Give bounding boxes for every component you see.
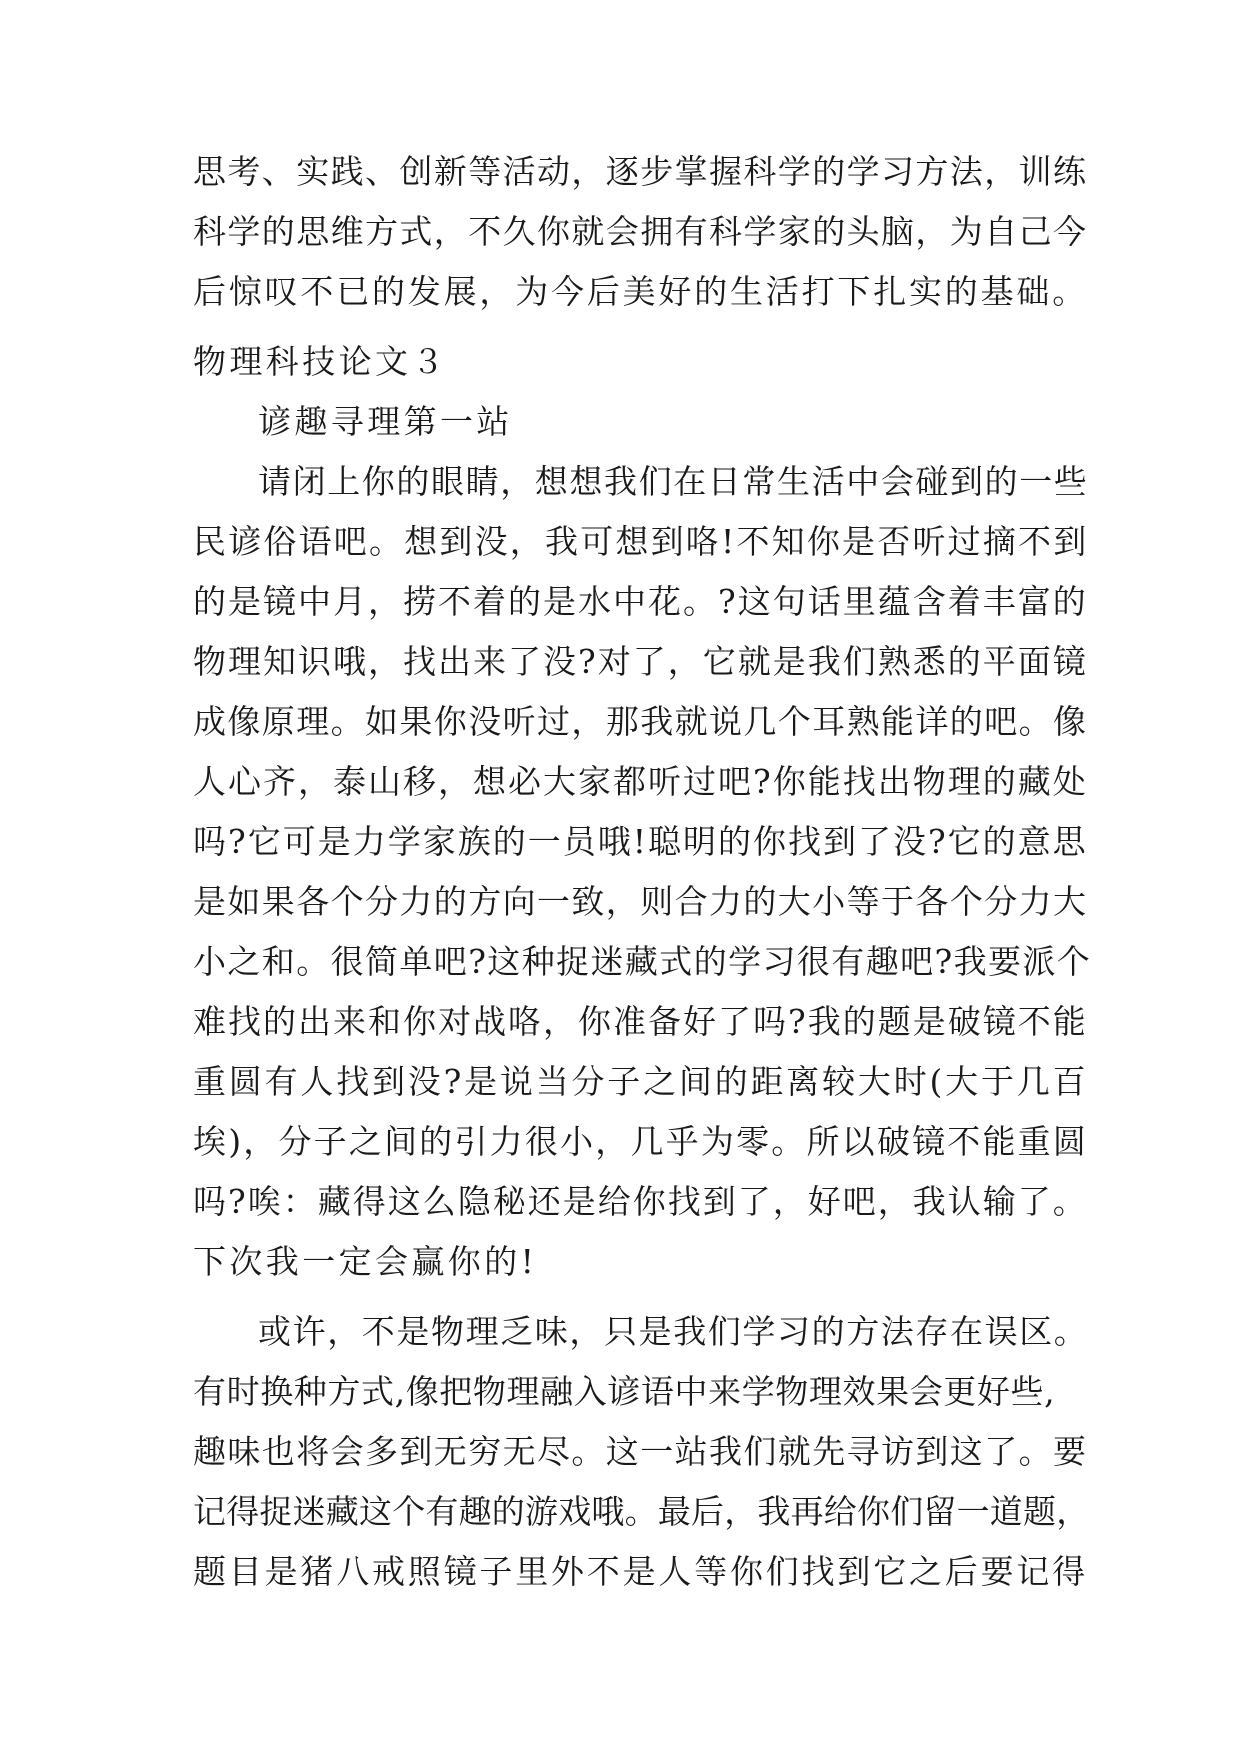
paragraph-line: 或许，不是物理乏味，只是我们学习的方法存在误区。 xyxy=(258,1312,1089,1351)
paragraph-line: 请闭上你的眼睛，想想我们在日常生活中会碰到的一些 xyxy=(258,462,1089,501)
paragraph-line: 记得捉迷藏这个有趣的游戏哦。最后，我再给你们留一道题， xyxy=(193,1492,1090,1531)
paragraph-line: 埃)，分子之间的引力很小，几乎为零。所以破镜不能重圆 xyxy=(193,1122,1089,1161)
paragraph-line: 是如果各个分力的方向一致，则合力的大小等于各个分力大 xyxy=(193,882,1088,921)
paragraph-line: 有时换种方式,像把物理融入谚语中来学物理效果会更好些, xyxy=(193,1372,1056,1411)
paragraph-line: 人心齐，泰山移，想必大家都听过吧?你能找出物理的藏处 xyxy=(193,762,1088,801)
subheading: 谚趣寻理第一站 xyxy=(258,402,513,441)
paragraph-line: 思考、实践、创新等活动，逐步掌握科学的学习方法，训练 xyxy=(193,152,1088,191)
paragraph-line: 的是镜中月，捞不着的是水中花。?这句话里蕴含着丰富的 xyxy=(193,582,1088,621)
paragraph-line: 吗?唉：藏得这么隐秘还是给你找到了，好吧，我认输了。 xyxy=(193,1182,1088,1221)
paragraph-line: 成像原理。如果你没听过，那我就说几个耳熟能详的吧。像 xyxy=(193,702,1088,741)
paragraph-line: 吗?它可是力学家族的一员哦!聪明的你找到了没?它的意思 xyxy=(193,822,1088,861)
paragraph-line: 趣味也将会多到无穷无尽。这一站我们就先寻访到这了。要 xyxy=(193,1432,1088,1471)
section-heading: 物理科技论文３ xyxy=(193,342,448,381)
paragraph-line: 题目是猪八戒照镜子里外不是人等你们找到它之后要记得 xyxy=(193,1552,1088,1591)
paragraph-line: 民谚俗语吧。想到没，我可想到咯!不知你是否听过摘不到 xyxy=(193,522,1089,561)
paragraph-line: 难找的出来和你对战咯，你准备好了吗?我的题是破镜不能 xyxy=(193,1002,1088,1041)
paragraph-line: 科学的思维方式，不久你就会拥有科学家的头脑，为自己今 xyxy=(193,212,1088,251)
paragraph-line: 后惊叹不已的发展，为今后美好的生活打下扎实的基础。 xyxy=(193,272,1088,311)
paragraph-line: 重圆有人找到没?是说当分子之间的距离较大时(大于几百 xyxy=(193,1062,1089,1101)
paragraph-line: 下次我一定会赢你的! xyxy=(193,1242,538,1281)
paragraph-line: 小之和。很简单吧?这种捉迷藏式的学习很有趣吧?我要派个 xyxy=(193,942,1092,981)
paragraph-line: 物理知识哦，找出来了没?对了，它就是我们熟悉的平面镜 xyxy=(193,642,1088,681)
